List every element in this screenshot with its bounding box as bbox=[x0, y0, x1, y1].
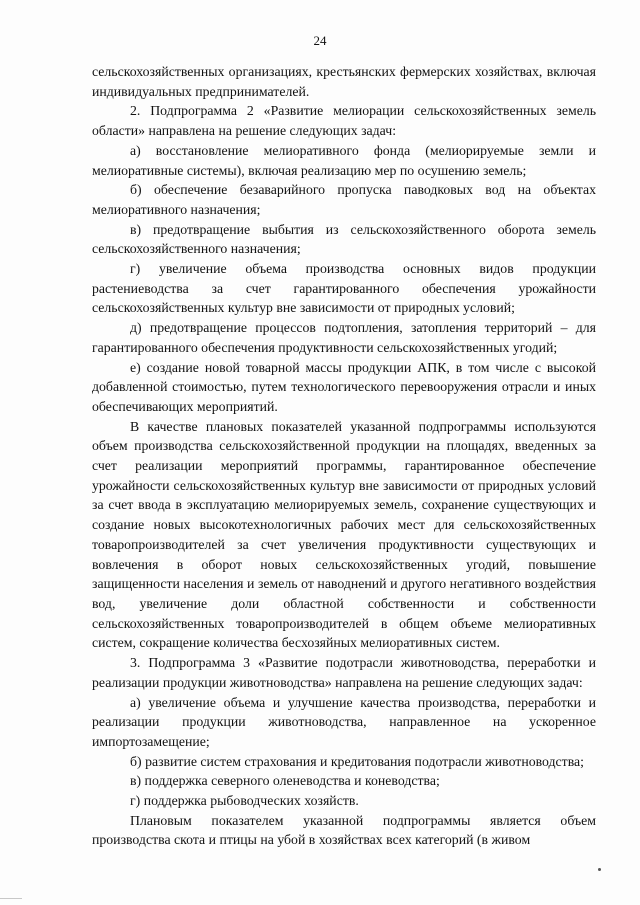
paragraph: д) предотвращение процессов подтопления, затопления территорий – для гарантированного обеспечения продуктивности сельскохозяйственных угодий; bbox=[92, 320, 596, 355]
paragraph: 2. Подпрограмма 2 «Развитие мелиорации сельскохозяйственных земель области» направлена на решение следующих задач: bbox=[92, 103, 596, 139]
paragraph: в) поддержка северного оленеводства и коневодства; bbox=[130, 773, 440, 789]
paragraph: б) развитие систем страхования и кредитования подотрасли животноводства; bbox=[130, 753, 584, 769]
paragraph: сельскохозяйственных организациях, крестьянских фермерских хозяйствах, включая индивидуальных предпринимателей. bbox=[92, 64, 596, 99]
paragraph: е) создание новой товарной массы продукции АПК, в том числе с высокой добавленной стоимостью, путем технологического перевооружения отрасли и иных обеспечивающих мероприятий. bbox=[92, 359, 596, 414]
paragraph: г) поддержка рыбоводческих хозяйств. bbox=[130, 793, 359, 809]
paragraph: Плановым показателем указанной подпрограммы является объем производства скота и птицы на убой в хозяйствах всех категорий (в живом bbox=[92, 812, 596, 848]
body-text bbox=[92, 62, 596, 850]
paragraph: а) увеличение объема и улучшение качества производства, переработки и реализации продукции животноводства, направленное на ускоренное импортозамещение; bbox=[92, 694, 596, 749]
margin-mark bbox=[598, 868, 601, 871]
paragraph: б) обеспечение безаварийного пропуска паводковых вод на объектах мелиоративного назначения; bbox=[92, 182, 596, 217]
paragraph: 3. Подпрограмма 3 «Развитие подотрасли животноводства, переработки и реализации продукции животноводства» направлена на решение следующих задач: bbox=[92, 655, 596, 690]
page-number: 24 bbox=[313, 33, 327, 48]
paragraph: а) восстановление мелиоративного фонда (мелиорируемые земли и мелиоративные системы), включая реализацию мер по осушению земель; bbox=[92, 142, 596, 178]
paragraph: В качестве плановых показателей указанной подпрограммы используются объем производства сельскохозяйственной продукции на площадях, введенных за счет реализации мероприятий программы, гарантированное обеспечение урожайности сельскохозяйственных культур вне зависимости от природных условий за счет ввода в эксплуатацию мелиорируемых земель, сохранение существующих и создание новых высокотехнологичных рабочих мест для сельскохозяйственных товаропроизводителей за счет увеличения продуктивности существующих и вовлечения в оборот новых сельскохозяйственных угодий, повышение защищенности населения и земель от наводнений и другого негативного воздействия вод, увеличение доли областной собственности и собственности сельскохозяйственных товаропроизводителей в общем объеме мелиоративных систем, сокращение количества бесхозяйных мелиоративных систем. bbox=[92, 418, 596, 651]
paragraph: в) предотвращение выбытия из сельскохозяйственного оборота земель сельскохозяйственного назначения; bbox=[92, 221, 596, 257]
scan-edge-mark bbox=[0, 898, 22, 899]
paragraph: г) увеличение объема производства основных видов продукции растениеводства за счет гарантированного обеспечения урожайности сельскохозяйственных культур вне зависимости от природных условий; bbox=[92, 261, 596, 316]
